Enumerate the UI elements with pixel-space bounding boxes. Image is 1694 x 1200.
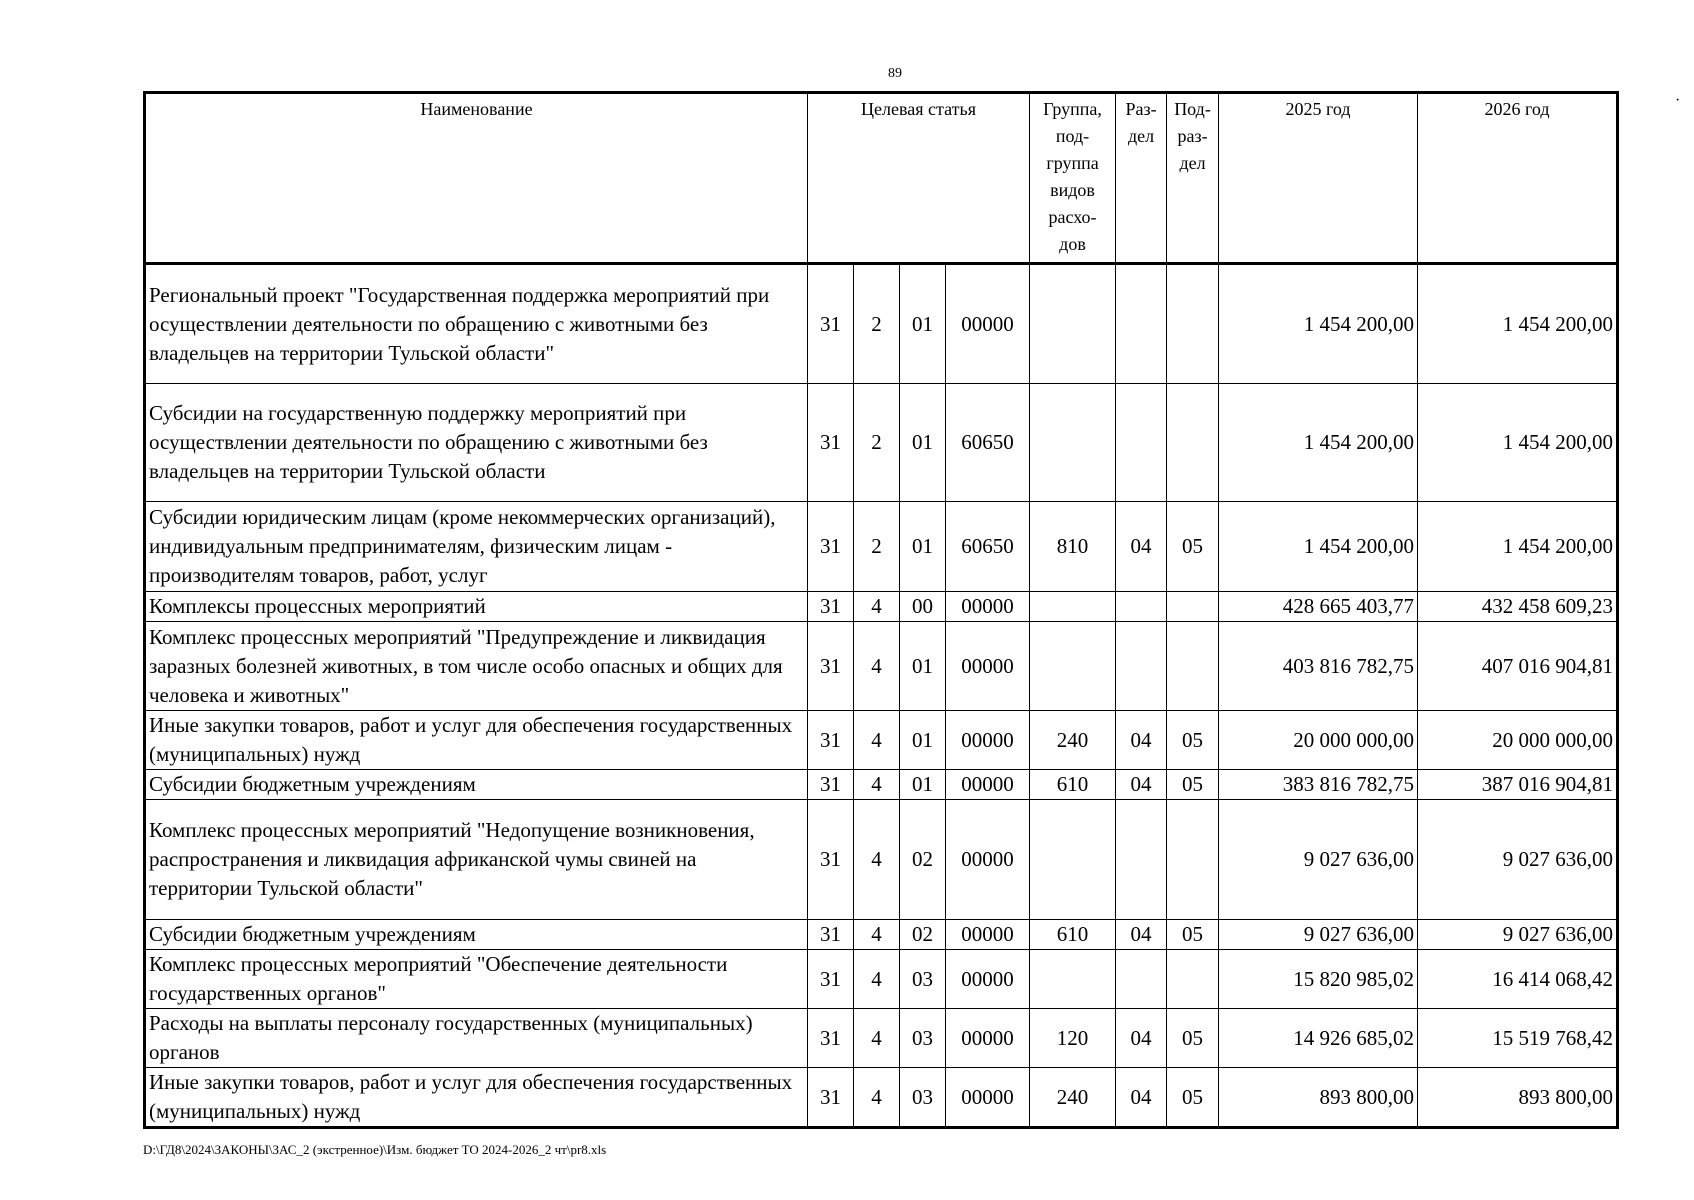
section xyxy=(1116,592,1167,622)
row-name: Иные закупки товаров, работ и услуг для обеспечения государственных (муниципальных) нужд xyxy=(145,711,808,770)
row-name: Субсидии юридическим лицам (кроме некоммерческих организаций), индивидуальным предпринимателям, физическим лицам - производителям товаров, работ, услуг xyxy=(145,502,808,592)
amount-2025: 383 816 782,75 xyxy=(1219,770,1418,800)
table-row xyxy=(145,502,1618,592)
row-name: Комплекс процессных мероприятий "Обеспечение деятельности государственных органов" xyxy=(145,950,808,1009)
amount-2025: 1 454 200,00 xyxy=(1219,502,1418,592)
table-header-row xyxy=(145,93,1618,264)
table-row xyxy=(145,770,1618,800)
amount-2025: 14 926 685,02 xyxy=(1219,1009,1418,1068)
section xyxy=(1116,264,1167,384)
amount-2026: 1 454 200,00 xyxy=(1418,502,1618,592)
table-body xyxy=(145,264,1618,1128)
table-row xyxy=(145,622,1618,711)
amount-2026: 432 458 609,23 xyxy=(1418,592,1618,622)
header-name: Наименование xyxy=(145,93,808,264)
target-part-1: 31 xyxy=(808,711,854,770)
amount-2025: 20 000 000,00 xyxy=(1219,711,1418,770)
subsection: 05 xyxy=(1167,711,1219,770)
target-part-4: 00000 xyxy=(946,920,1030,950)
target-part-4: 00000 xyxy=(946,770,1030,800)
target-part-2: 2 xyxy=(854,264,900,384)
section xyxy=(1116,622,1167,711)
target-part-3: 00 xyxy=(900,592,946,622)
expense-group xyxy=(1030,950,1116,1009)
table-row xyxy=(145,384,1618,502)
amount-2025: 403 816 782,75 xyxy=(1219,622,1418,711)
section: 04 xyxy=(1116,770,1167,800)
amount-2026: 16 414 068,42 xyxy=(1418,950,1618,1009)
amount-2025: 428 665 403,77 xyxy=(1219,592,1418,622)
expense-group: 610 xyxy=(1030,920,1116,950)
amount-2025: 9 027 636,00 xyxy=(1219,920,1418,950)
expense-group: 120 xyxy=(1030,1009,1116,1068)
section: 04 xyxy=(1116,711,1167,770)
table-row xyxy=(145,711,1618,770)
section xyxy=(1116,384,1167,502)
target-part-2: 2 xyxy=(854,502,900,592)
expense-group: 610 xyxy=(1030,770,1116,800)
row-name: Иные закупки товаров, работ и услуг для обеспечения государственных (муниципальных) нужд xyxy=(145,1068,808,1128)
target-part-4: 00000 xyxy=(946,592,1030,622)
target-part-3: 01 xyxy=(900,502,946,592)
subsection xyxy=(1167,622,1219,711)
margin-dot: · xyxy=(1675,92,1681,109)
header-year-2025: 2025 год xyxy=(1219,93,1418,264)
budget-table xyxy=(143,91,1619,1129)
target-part-2: 4 xyxy=(854,1009,900,1068)
target-part-1: 31 xyxy=(808,592,854,622)
target-part-4: 60650 xyxy=(946,502,1030,592)
row-name: Комплексы процессных мероприятий xyxy=(145,592,808,622)
target-part-3: 02 xyxy=(900,920,946,950)
table-row xyxy=(145,1009,1618,1068)
row-name: Комплекс процессных мероприятий "Предупреждение и ликвидация заразных болезней животных, в том числе особо опасных и общих для человека и животных" xyxy=(145,622,808,711)
expense-group: 240 xyxy=(1030,1068,1116,1128)
expense-group xyxy=(1030,384,1116,502)
amount-2026: 387 016 904,81 xyxy=(1418,770,1618,800)
section xyxy=(1116,800,1167,920)
amount-2025: 15 820 985,02 xyxy=(1219,950,1418,1009)
target-part-3: 01 xyxy=(900,711,946,770)
target-part-1: 31 xyxy=(808,622,854,711)
subsection: 05 xyxy=(1167,1068,1219,1128)
target-part-1: 31 xyxy=(808,770,854,800)
header-subsection: Под- раз- дел xyxy=(1167,93,1219,264)
subsection xyxy=(1167,384,1219,502)
subsection xyxy=(1167,950,1219,1009)
amount-2025: 1 454 200,00 xyxy=(1219,384,1418,502)
target-part-2: 4 xyxy=(854,920,900,950)
expense-group xyxy=(1030,622,1116,711)
amount-2026: 9 027 636,00 xyxy=(1418,920,1618,950)
target-part-1: 31 xyxy=(808,950,854,1009)
expense-group xyxy=(1030,592,1116,622)
target-part-1: 31 xyxy=(808,264,854,384)
table-row xyxy=(145,264,1618,384)
target-part-2: 4 xyxy=(854,622,900,711)
amount-2026: 893 800,00 xyxy=(1418,1068,1618,1128)
target-part-3: 03 xyxy=(900,1068,946,1128)
target-part-3: 01 xyxy=(900,264,946,384)
table-row xyxy=(145,920,1618,950)
target-part-4: 00000 xyxy=(946,950,1030,1009)
row-name: Субсидии на государственную поддержку мероприятий при осуществлении деятельности по обращению с животными без владельцев на территории Тульской области xyxy=(145,384,808,502)
amount-2025: 893 800,00 xyxy=(1219,1068,1418,1128)
target-part-4: 00000 xyxy=(946,1068,1030,1128)
target-part-3: 03 xyxy=(900,1009,946,1068)
row-name: Расходы на выплаты персоналу государственных (муниципальных) органов xyxy=(145,1009,808,1068)
target-part-4: 00000 xyxy=(946,1009,1030,1068)
target-part-2: 4 xyxy=(854,1068,900,1128)
row-name: Региональный проект "Государственная поддержка мероприятий при осуществлении деятельности по обращению с животными без владельцев на территории Тульской области" xyxy=(145,264,808,384)
target-part-2: 2 xyxy=(854,384,900,502)
target-part-3: 01 xyxy=(900,770,946,800)
target-part-4: 60650 xyxy=(946,384,1030,502)
row-name: Субсидии бюджетным учреждениям xyxy=(145,770,808,800)
target-part-2: 4 xyxy=(854,800,900,920)
target-part-3: 03 xyxy=(900,950,946,1009)
target-part-2: 4 xyxy=(854,770,900,800)
subsection: 05 xyxy=(1167,920,1219,950)
section xyxy=(1116,950,1167,1009)
table-row xyxy=(145,592,1618,622)
subsection: 05 xyxy=(1167,770,1219,800)
expense-group: 810 xyxy=(1030,502,1116,592)
target-part-4: 00000 xyxy=(946,264,1030,384)
amount-2026: 407 016 904,81 xyxy=(1418,622,1618,711)
row-name: Комплекс процессных мероприятий "Недопущение возникновения, распространения и ликвидация африканской чумы свиней на территории Тульской области" xyxy=(145,800,808,920)
expense-group xyxy=(1030,264,1116,384)
header-year-2026: 2026 год xyxy=(1418,93,1618,264)
table-row xyxy=(145,950,1618,1009)
amount-2026: 15 519 768,42 xyxy=(1418,1009,1618,1068)
target-part-1: 31 xyxy=(808,1068,854,1128)
page-number: 89 xyxy=(888,66,902,81)
target-part-4: 00000 xyxy=(946,800,1030,920)
target-part-1: 31 xyxy=(808,800,854,920)
file-path-footer: D:\ГД8\2024\ЗАКОНЫ\ЗАС_2 (экстренное)\Изм. бюджет ТО 2024-2026_2 чт\pr8.xls xyxy=(143,1142,607,1157)
target-part-3: 01 xyxy=(900,622,946,711)
target-part-1: 31 xyxy=(808,1009,854,1068)
section: 04 xyxy=(1116,502,1167,592)
amount-2025: 9 027 636,00 xyxy=(1219,800,1418,920)
target-part-4: 00000 xyxy=(946,622,1030,711)
expense-group: 240 xyxy=(1030,711,1116,770)
subsection: 05 xyxy=(1167,1009,1219,1068)
amount-2026: 1 454 200,00 xyxy=(1418,264,1618,384)
section: 04 xyxy=(1116,1009,1167,1068)
amount-2026: 1 454 200,00 xyxy=(1418,384,1618,502)
target-part-4: 00000 xyxy=(946,711,1030,770)
subsection xyxy=(1167,264,1219,384)
amount-2026: 20 000 000,00 xyxy=(1418,711,1618,770)
target-part-3: 02 xyxy=(900,800,946,920)
row-name: Субсидии бюджетным учреждениям xyxy=(145,920,808,950)
target-part-2: 4 xyxy=(854,592,900,622)
header-target-article: Целевая статья xyxy=(808,93,1030,264)
section: 04 xyxy=(1116,920,1167,950)
subsection: 05 xyxy=(1167,502,1219,592)
section: 04 xyxy=(1116,1068,1167,1128)
table-row xyxy=(145,800,1618,920)
header-section: Раз- дел xyxy=(1116,93,1167,264)
target-part-3: 01 xyxy=(900,384,946,502)
target-part-1: 31 xyxy=(808,502,854,592)
target-part-1: 31 xyxy=(808,920,854,950)
table-row xyxy=(145,1068,1618,1128)
expense-group xyxy=(1030,800,1116,920)
subsection xyxy=(1167,800,1219,920)
target-part-1: 31 xyxy=(808,384,854,502)
header-group: Группа, под- группа видов расхо- дов xyxy=(1030,93,1116,264)
amount-2026: 9 027 636,00 xyxy=(1418,800,1618,920)
target-part-2: 4 xyxy=(854,950,900,1009)
target-part-2: 4 xyxy=(854,711,900,770)
subsection xyxy=(1167,592,1219,622)
amount-2025: 1 454 200,00 xyxy=(1219,264,1418,384)
